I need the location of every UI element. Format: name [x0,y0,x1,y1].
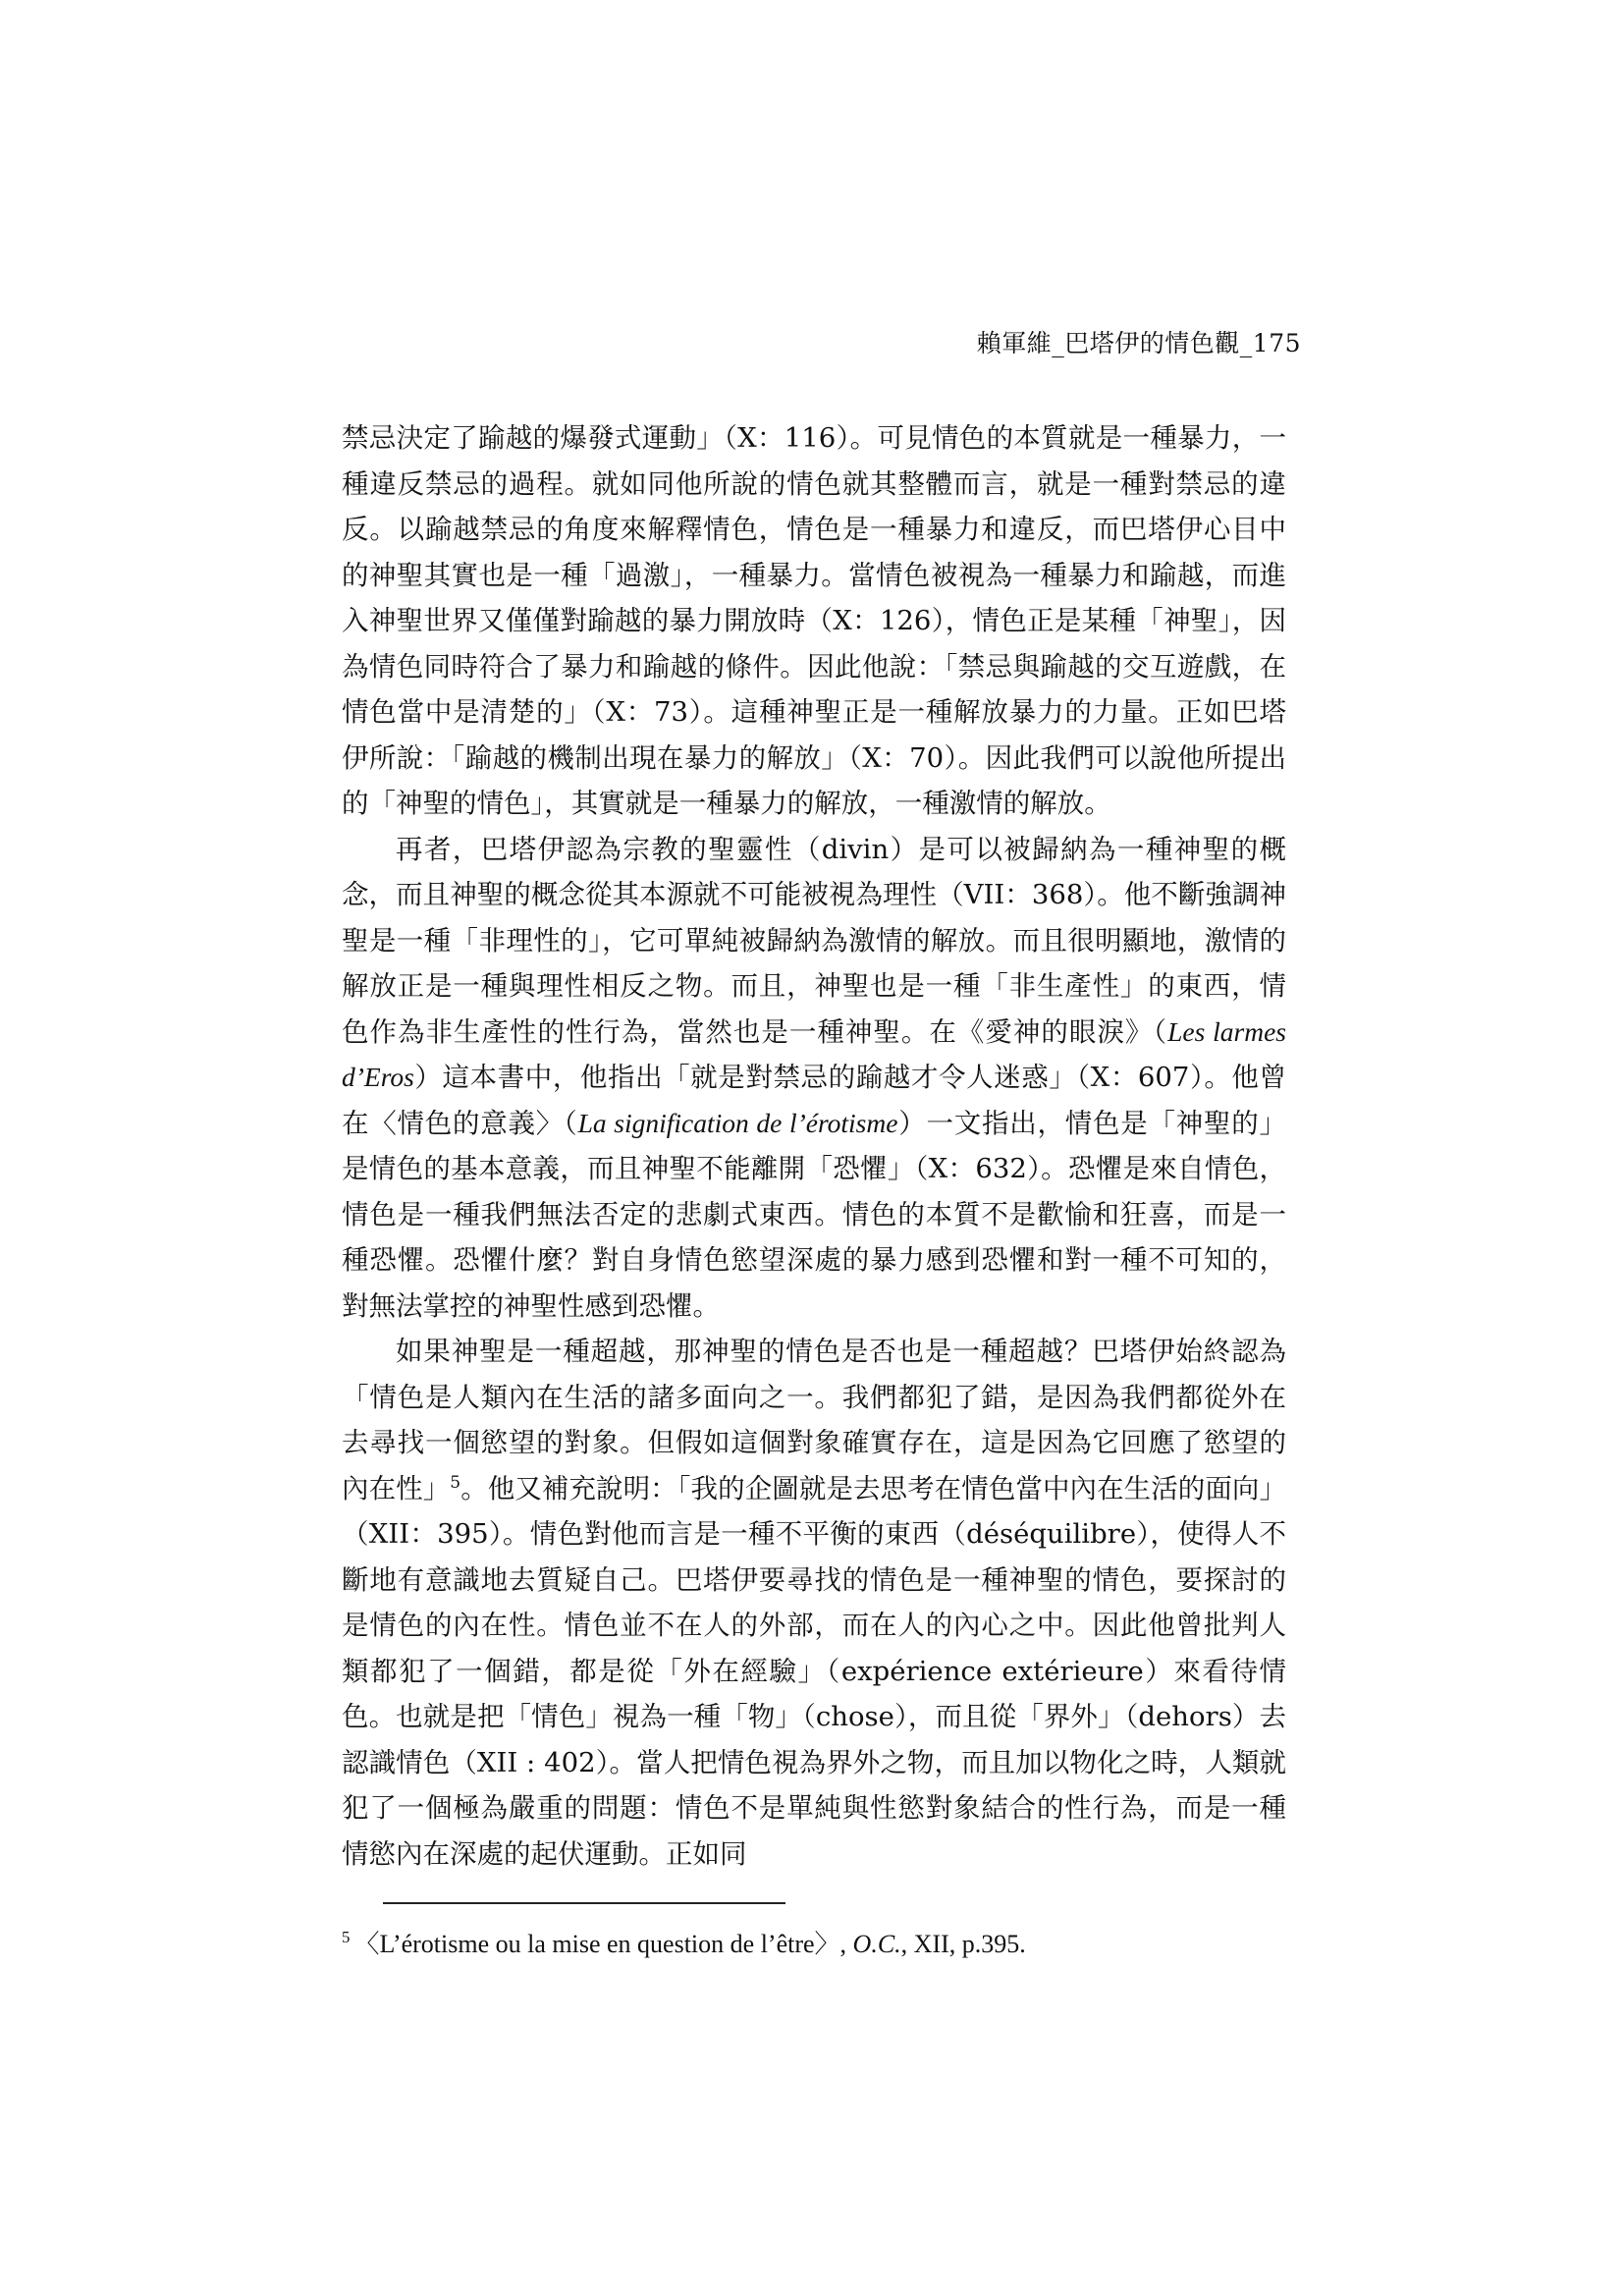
footnote-text-a: 〈L’érotisme ou la mise en question de l’être〉, [353,1930,853,1958]
paragraph-3 [342,1329,1286,1877]
footnote [342,1927,1286,1962]
footnote-source-italic: O.C. [852,1930,901,1958]
paragraph-3-text-a: 如果神聖是一種超越，那神聖的情色是否也是一種超越？巴塔伊始終認為「情色是人類內在生活的諸多面向之一。我們都犯了錯，是因為我們都從外在去尋找一個慾望的對象。但假如這個對象確實存在，這是因為它回應了慾望的內在性」 [342,1336,1286,1504]
paragraph-2-text-a: 再者，巴塔伊認為宗教的聖靈性（divin）是可以被歸納為一種神聖的概念，而且神聖的概念從其本源就不可能被視為理性（VII：368）。他不斷強調神聖是一種「非理性的」，它可單純被歸納為激情的解放。而且很明顯地，激情的解放正是一種與理性相反之物。而且，神聖也是一種「非生產性」的東西，情色作為非生產性的性行為，當然也是一種神聖。在《愛神的眼淚》（ [342,833,1286,1048]
running-header: 賴軍維_巴塔伊的情色觀_175 [976,329,1301,357]
paragraph-3-text-b: 。他又補充說明：「我的企圖就是去思考在情色當中內在生活的面向」（XII：395）。情色對他而言是一種不平衡的東西（déséquilibre），使得人不斷地有意識地去質疑自己。巴塔伊要尋找的情色是一種神聖的情色，要探討的是情色的內在性。情色並不在人的外部，而在人的內心之中。因此他曾批判人類都犯了一個錯，都是從「外在經驗」（expérience extérieure）來看待情色。也就是把「情色」視為一種「物」（chose），而且從「界外」（dehors）去認識情色（XII : 402）。當人把情色視為界外之物，而且加以物化之時，人類就犯了一個極為嚴重的問題：情色不是單純與性慾對象結合的性行為，而是一種情慾內在深處的起伏運動。正如同 [342,1472,1287,1870]
book-title-italic: Les larmes d’Eros [342,1015,1287,1092]
paragraph-2-text-c: ）一文指出，情色是「神聖的」是情色的基本意義，而且神聖不能離開「恐懼」（X：632）。恐懼是來自情色，情色是一種我們無法否定的悲劇式東西。情色的本質不是歡愉和狂喜，而是一種恐懼。恐懼什麼？對自身情色慾望深處的暴力感到恐懼和對一種不可知的，對無法掌控的神聖性感到恐懼。 [342,1107,1287,1322]
paragraph-1: 禁忌決定了踰越的爆發式運動」（X：116）。可見情色的本質就是一種暴力，一種違反禁忌的過程。就如同他所說的情色就其整體而言，就是一種對禁忌的違反。以踰越禁忌的角度來解釋情色，情色是一種暴力和違反，而巴塔伊心目中的神聖其實也是一種「過激」，一種暴力。當情色被視為一種暴力和踰越，而進入神聖世界又僅僅對踰越的暴力開放時（X：126），情色正是某種「神聖」，因為情色同時符合了暴力和踰越的條件。因此他說：「禁忌與踰越的交互遊戲，在情色當中是清楚的」（X：73）。這種神聖正是一種解放暴力的力量。正如巴塔伊所說：「踰越的機制出現在暴力的解放」（X：70）。因此我們可以說他所提出的「神聖的情色」，其實就是一種暴力的解放，一種激情的解放。 [342,422,1286,819]
body-text [342,415,1286,1877]
paragraph-2 [342,827,1286,1330]
footnote-text-b: , XII, p.395. [900,1930,1026,1958]
footnote-divider [383,1902,785,1904]
paragraph-2-text-b: ）這本書中，他指出「就是對禁忌的踰越才令人迷惑」（X：607）。他曾在〈情色的意義〉（ [342,1062,1286,1139]
footnote-number: 5 [342,1928,351,1947]
footnote-reference: 5 [450,1472,461,1493]
essay-title-italic: La signification de l’érotisme [577,1107,898,1138]
